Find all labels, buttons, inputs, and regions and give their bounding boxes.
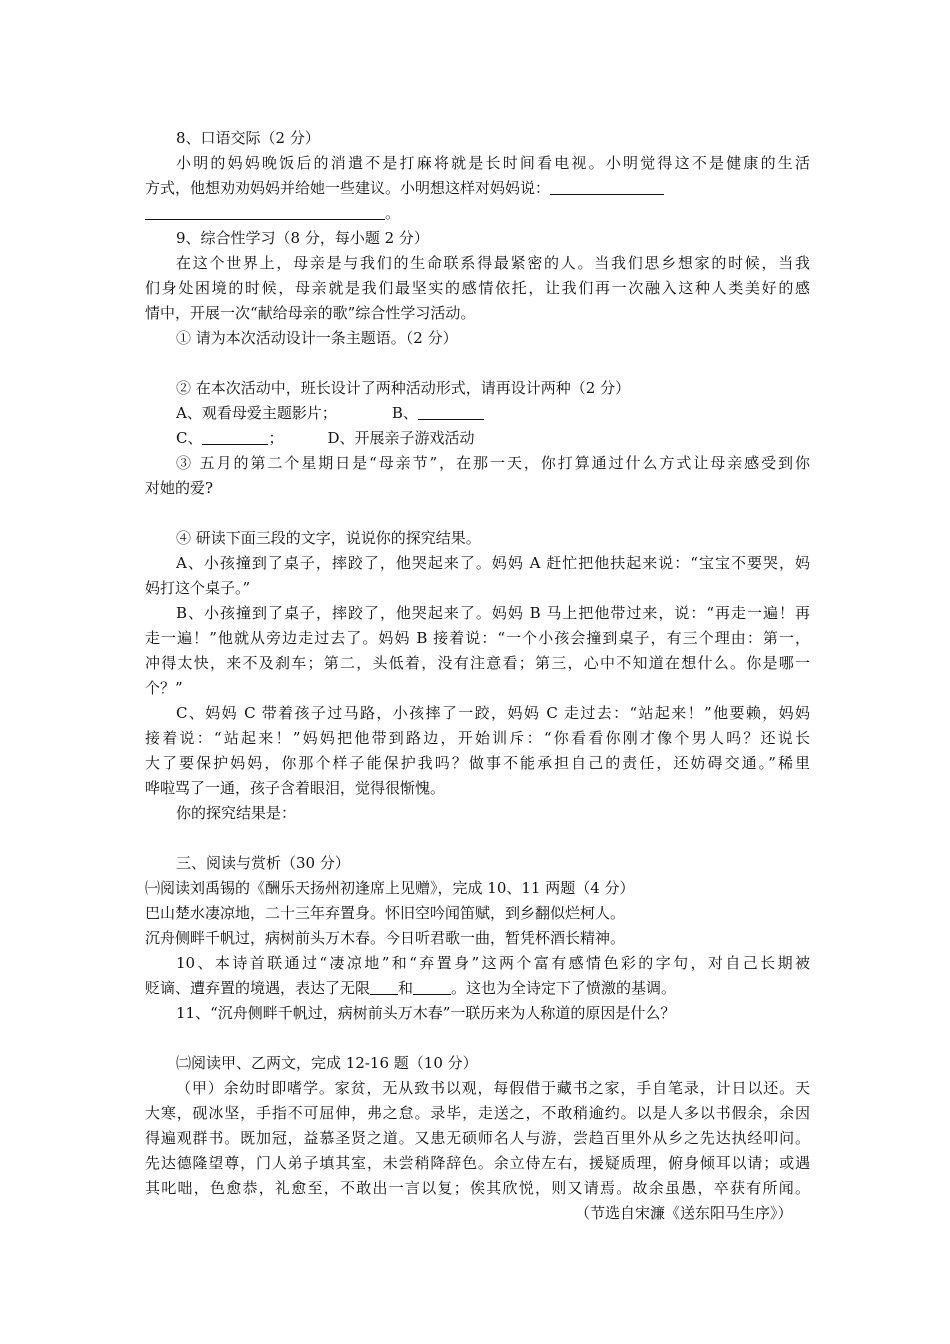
passage-b: 冲得太快，来不及刹车；第二，头低着，没有注意看；第三，心中不知道在想什么。你是哪一	[145, 654, 810, 672]
passage-a: 妈打这个桌子。”	[145, 579, 251, 597]
passage-jia: 其叱咄，色愈恭，礼愈至，不敢出一言以复；俟其欣悦，则又请焉。故余虽愚，卒获有所闻。	[145, 1179, 810, 1197]
answer-blank[interactable]	[370, 979, 398, 995]
part-1-title: ㈠阅读刘禹锡的《酬乐天扬州初逢席上见赠》，完成 10、11 两题（4 分）	[145, 879, 635, 897]
q11-text: 11、“沉舟侧畔千帆过，病树前头万木春”一联历来为人称道的原因是什么？	[176, 1004, 676, 1022]
q9-sub4: ④ 研读下面三段的文字，说说你的探究结果。	[176, 529, 481, 547]
poem-line: 沉舟侧畔千帆过，病树前头万木春。今日听君歌一曲，暂凭杯酒长精神。	[145, 929, 626, 947]
passage-jia: （甲）余幼时即嗜学。家贫，无从致书以观，每假借于藏书之家，手自笔录，计日以还。天	[176, 1079, 810, 1097]
passage-b: 个？”	[145, 679, 183, 697]
q9-sub3: ③ 五月的第二个星期日是“母亲节”，在那一天，你打算通过什么方式让母亲感受到你	[176, 454, 810, 472]
q9-intro: 情中，开展一次“献给母亲的歌”综合性学习活动。	[145, 304, 476, 322]
option-c: C、	[176, 429, 203, 447]
result-prompt: 你的探究结果是：	[176, 804, 297, 822]
passage-jia: 大寒，砚冰坚，手指不可屈伸，弗之怠。录毕，走送之，不敢稍逾约。以是人多以书假余，余因	[145, 1104, 810, 1122]
option-d: D、开展亲子游戏活动	[327, 429, 475, 447]
passage-a: A、小孩撞到了桌子，摔跤了，他哭起来了。妈妈 A 赶忙把他扶起来说：“宝宝不要哭，妈	[176, 554, 810, 572]
passage-b: B、小孩撞到了桌子，摔跤了，他哭起来了。妈妈 B 马上把他带过来，说：“再走一遍！再	[176, 604, 810, 622]
q9-intro: 在这个世界上，母亲是与我们的生命联系得最紧密的人。当我们思乡想家的时候，当我	[176, 254, 810, 272]
q10-text: 10、本诗首联通过“凄凉地”和“弃置身”这两个富有感情色彩的字句，对自己长期被	[176, 954, 810, 972]
q9-sub1: ① 请为本次活动设计一条主题语。（2 分）	[176, 329, 458, 347]
q10-text: 贬谪、遭弃置的境遇，表达了无限 和 。这也为全诗定下了愤激的基调。	[145, 979, 677, 997]
section-3-title: 三、阅读与赏析（30 分）	[176, 854, 350, 872]
passage-c: 接着说：“站起来！”妈妈把他带到路边，开始训斥：“你看看你刚才像个男人吗？还说长	[145, 729, 810, 747]
q8-text: 方式，他想劝劝妈妈并给她一些建议。小明想这样对妈妈说：	[145, 178, 810, 198]
answer-blank[interactable]	[413, 979, 451, 995]
q8-answer-line: 。	[145, 203, 810, 223]
q8-title: 8、口语交际（2 分）	[176, 129, 320, 147]
passage-jia: 先达德隆望尊，门人弟子填其室，未尝稍降辞色。余立侍左右，援疑质理，俯身倾耳以请；或遇	[145, 1154, 810, 1172]
answer-blank[interactable]	[145, 204, 385, 220]
passage-c: 哗啦骂了一通，孩子含着眼泪，觉得很惭愧。	[145, 779, 446, 797]
passage-c: C、妈妈 C 带着孩子过马路，小孩摔了一跤，妈妈 C 走过去：“站起来！”他要赖，妈妈	[176, 704, 810, 722]
option-a: A、观看母爱主题影片；	[176, 404, 337, 422]
q9-options-cd: C、 ； D、开展亲子游戏活动	[176, 429, 475, 447]
answer-blank[interactable]	[418, 404, 484, 420]
answer-blank[interactable]	[202, 429, 268, 445]
passage-jia: 得遍观群书。既加冠，益慕圣贤之道。又患无硕师名人与游，尝趋百里外从乡之先达执经叩问。	[145, 1129, 810, 1147]
part-2-title: ㈡阅读甲、乙两文，完成 12-16 题（10 分）	[176, 1054, 478, 1072]
q9-intro: 们身处困境的时候，母亲就是我们最坚实的感情依托，让我们再一次融入这种人类美好的感	[145, 279, 810, 297]
passage-source: （节选自宋濂《送东阳马生序》）	[575, 1204, 793, 1222]
poem-line: 巴山楚水凄凉地，二十三年弃置身。怀旧空吟闻笛赋，到乡翻似烂柯人。	[145, 904, 626, 922]
passage-c: 大了要保护妈妈，你那个样子能保护我吗？做事不能承担自己的责任，还妨碍交通。”稀里	[145, 754, 810, 772]
q9-sub3: 对她的爱?	[145, 479, 214, 497]
passage-b: 走一遍！”他就从旁边走过去了。妈妈 B 接着说：“一个小孩会撞到桌子，有三个理由：第一，	[145, 629, 810, 647]
q9-options-ab	[176, 403, 810, 423]
answer-blank[interactable]	[550, 179, 664, 195]
option-b: B、	[391, 404, 418, 422]
q9-title: 9、综合性学习（8 分，每小题 2 分）	[176, 229, 429, 247]
q9-sub2: ② 在本次活动中，班长设计了两种活动形式，请再设计两种（2 分）	[176, 379, 631, 397]
q8-text: 小明的妈妈晚饭后的消遣不是打麻将就是长时间看电视。小明觉得这不是健康的生活	[176, 154, 810, 172]
